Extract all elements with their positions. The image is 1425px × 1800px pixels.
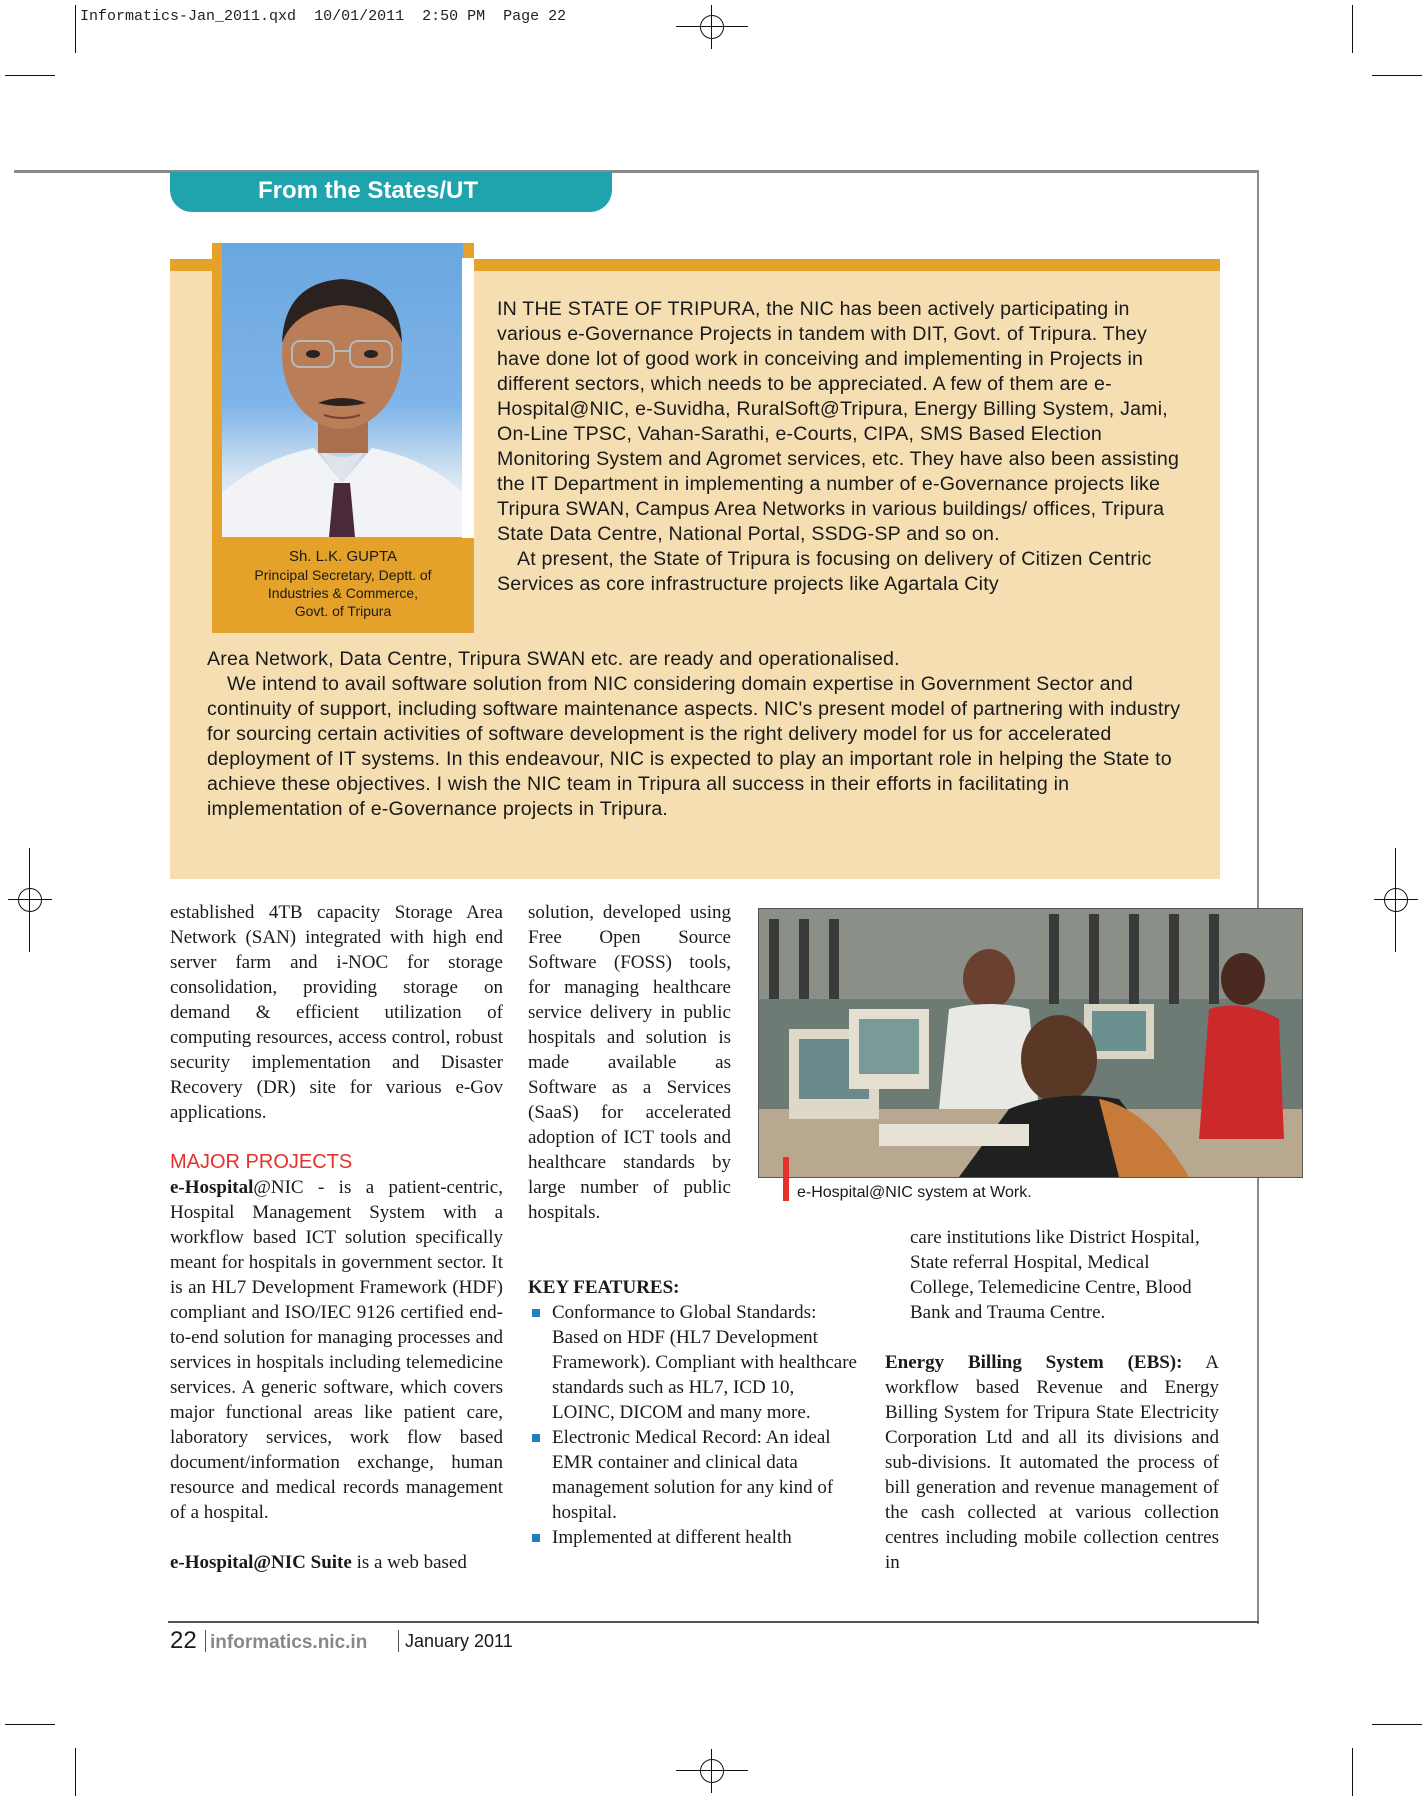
article-column-1 [170, 900, 503, 1575]
portrait-photo [222, 243, 463, 537]
article-paragraph [170, 1550, 503, 1575]
key-features [528, 1275, 858, 1550]
footer-site: informatics.nic.in [210, 1632, 368, 1653]
registration-mark-icon [690, 1749, 734, 1793]
bullet-square-icon [532, 1309, 540, 1317]
inline-text: @NIC [253, 1177, 304, 1198]
print-slug: Informatics-Jan_2011.qxd 10/01/2011 2:50 PM Page 22 [80, 8, 567, 25]
bullet-square-icon [532, 1434, 540, 1442]
inline-text: A workflow based Revenue and Energy Billing System for Tripura State Electricity Corporation Ltd and all its divisions and sub-divisions. It automated the process of bill generation and revenue management of the cash collected at various collection centres including mobile collection centres in [885, 1352, 1219, 1573]
message-text-upper [497, 297, 1187, 597]
portrait-name: Sh. L.K. GUPTA [288, 548, 398, 565]
photo-caption: e-Hospital@NIC system at Work. [797, 1184, 1032, 1201]
bold-term: e-Hospital [170, 1177, 254, 1198]
caption-bar [783, 1157, 789, 1201]
registration-mark-icon [1374, 878, 1418, 922]
section-tab [170, 172, 612, 212]
crop-mark [75, 5, 76, 53]
bold-term: Energy Billing System (EBS): [885, 1352, 1183, 1373]
feature-text: Implemented at different health [552, 1527, 792, 1548]
message-paragraph: Area Network, Data Centre, Tripura SWAN etc. are ready and operationalised. [207, 648, 900, 670]
article-photo [758, 908, 1303, 1178]
portrait-title: Govt. of Tripura [294, 603, 392, 619]
article-paragraph [885, 1350, 1219, 1575]
footer-date: January 2011 [405, 1631, 513, 1651]
section-heading: MAJOR PROJECTS [170, 1151, 353, 1173]
crop-mark [5, 1724, 55, 1725]
crop-mark [1372, 75, 1422, 76]
article-paragraph: established 4TB capacity Storage Area Network (SAN) integrated with high end server farm and i-NOC for storage consolidation, providing storage on demand & efficient utilization of computing resources, access control, robust security implementation and Disaster Recovery (DR) site for various e-Gov applications. [170, 902, 503, 1123]
article-column-2 [528, 900, 731, 1225]
article-paragraph [170, 1175, 503, 1525]
bullet-square-icon [532, 1534, 540, 1542]
right-rule [1257, 170, 1259, 1624]
crop-mark [1372, 1724, 1422, 1725]
inline-text: is a web based [351, 1552, 467, 1573]
message-paragraph: IN THE STATE OF TRIPURA, the NIC has been actively participating in various e-Governance Projects in tandem with DIT, Govt. of Tripura. They have done lot of good work in conceiving and implementing in Projects in different sectors, which needs to be appreciated. A few of them are e-Hospital@NIC, e-Suvidha, RuralSoft@Tripura, Energy Billing System, Jami, On-Line TPSC, Vahan-Sarathi, e-Courts, CIPA, SMS Based Election Monitoring System and Agromet services, etc. They have also been assisting the IT Department in implementing a number of e-Governance projects like Tripura SWAN, Campus Area Networks in various buildings/ offices, Tripura State Data Centre, National Portal, SSDG-SP and so on. [497, 298, 1180, 545]
message-text-lower [207, 647, 1187, 822]
registration-mark-icon [8, 878, 52, 922]
registration-mark-icon [690, 5, 734, 49]
article-column-3 [885, 1225, 1219, 1575]
footer-divider [205, 1630, 206, 1652]
crop-mark [1352, 1748, 1353, 1796]
feature-item [528, 1300, 858, 1425]
crop-mark [5, 75, 55, 76]
key-features-heading: KEY FEATURES: [528, 1277, 680, 1298]
bottom-rule [168, 1621, 1259, 1623]
feature-text: Conformance to Global Standards: Based on HDF (HL7 Development Framework). Compliant with healthcare standards such as HL7, ICD 10, LOINC, DICOM and many more. [552, 1302, 857, 1423]
inline-text: - is a patient-centric, Hospital Management System with a workflow based ICT solution specifically meant for hospitals in government sector. It is an HL7 Development Framework (HDF) compliant and ISO/IEC 9126 certified end-to-end solution for managing processes and services in hospitals including telemedicine services. A generic software, which covers major functional areas like patient care, laboratory services, work flow based document/information exchange, human resource and medical records management of a hospital. [170, 1177, 503, 1523]
message-paragraph: At present, the State of Tripura is focusing on delivery of Citizen Centric Services as core infrastructure projects like Agartala City [497, 548, 1152, 595]
portrait-border [462, 258, 474, 538]
portrait-caption [222, 548, 464, 620]
bold-term: e-Hospital@NIC Suite [170, 1552, 352, 1573]
feature-item [528, 1425, 858, 1525]
crop-mark [1352, 5, 1353, 53]
portrait-title: Industries & Commerce, [267, 585, 419, 601]
footer-divider [398, 1630, 399, 1652]
page-number: 22 [170, 1627, 197, 1654]
feature-item [528, 1525, 858, 1550]
portrait-title: Principal Secretary, Deptt. of [254, 567, 432, 583]
article-paragraph: solution, developed using Free Open Source Software (FOSS) tools, for managing healthcare service delivery in public hospitals and solution is made available as Software as a Services (SaaS) for accelerated adoption of ICT tools and healthcare standards by large number of public hospitals. [528, 902, 731, 1223]
feature-text: Electronic Medical Record: An ideal EMR container and clinical data management solution for any kind of hospital. [552, 1427, 834, 1523]
section-title: From the States/UT [258, 177, 479, 204]
message-paragraph: We intend to avail software solution from NIC considering domain expertise in Government Sector and continuity of support, including software maintenance aspects. NIC's present model of partnering with industry for sourcing certain activities of software development is the right delivery model for us for accelerated deployment of IT systems. In this endeavour, NIC is expected to play an important role in helping the State to achieve these objectives. I wish the NIC team in Tripura all success in their efforts in facilitating in implementation of e-Governance projects in Tripura. [207, 673, 1181, 820]
article-paragraph: care institutions like District Hospital, State referral Hospital, Medical College, Telemedicine Centre, Blood Bank and Trauma Centre. [910, 1227, 1200, 1323]
crop-mark [75, 1748, 76, 1796]
